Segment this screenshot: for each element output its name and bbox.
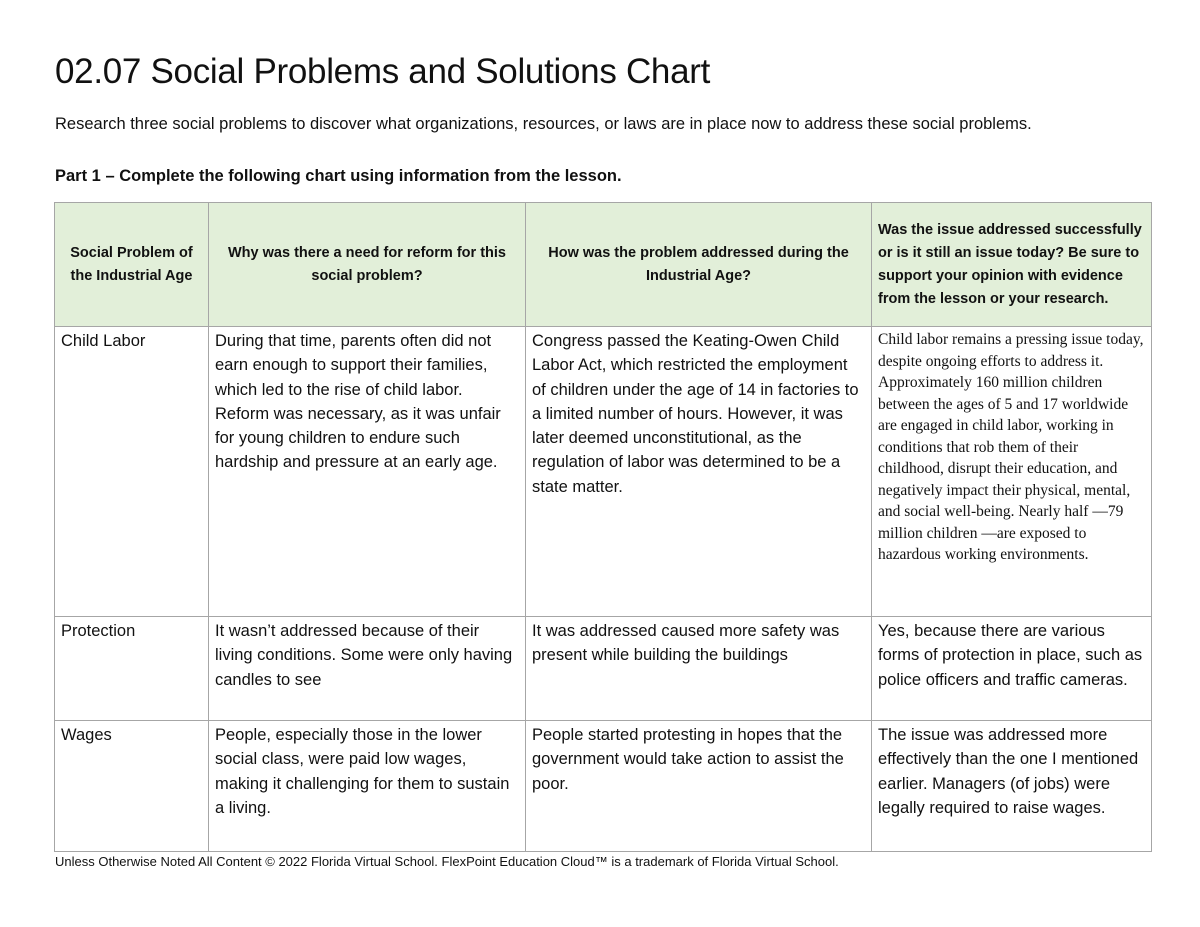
cell-addressed: People started protesting in hopes that the government would take action to assist the poor. [526, 721, 872, 852]
header-social-problem: Social Problem of the Industrial Age [55, 203, 209, 327]
table-row-child-labor [55, 327, 1152, 617]
cell-status: Yes, because there are various forms of protection in place, such as police officers and traffic cameras. [872, 617, 1152, 721]
cell-status: The issue was addressed more effectively than the one I mentioned earlier. Managers (of jobs) were legally required to raise wages. [872, 721, 1152, 852]
problems-solutions-table [54, 202, 1152, 852]
cell-problem: Protection [55, 617, 209, 721]
table-row-protection [55, 617, 1152, 721]
header-how-addressed: How was the problem addressed during the Industrial Age? [526, 203, 872, 327]
table-header-row [55, 203, 1152, 327]
table-row-wages [55, 721, 1152, 852]
cell-problem: Wages [55, 721, 209, 852]
cell-status: Child labor remains a pressing issue today, despite ongoing efforts to address it. Approximately 160 million children between the ages of 5 and 17 worldwide are engaged in child labor, working in conditions that rob them of their childhood, disrupt their education, and negatively impact their physical, mental, and social well-being. Nearly half —79 million children —are exposed to hazardous working environments. [872, 327, 1152, 617]
page-title: 02.07 Social Problems and Solutions Chart [55, 52, 711, 91]
part-heading: Part 1 – Complete the following chart using information from the lesson. [55, 167, 622, 185]
header-need-for-reform: Why was there a need for reform for this social problem? [209, 203, 526, 327]
cell-addressed: It was addressed caused more safety was present while building the buildings [526, 617, 872, 721]
cell-problem: Child Labor [55, 327, 209, 617]
copyright-footer: Unless Otherwise Noted All Content © 2022 Florida Virtual School. FlexPoint Education Cloud™ is a trademark of Florida Virtual School. [55, 854, 839, 869]
header-addressed-successfully: Was the issue addressed successfully or is it still an issue today? Be sure to support your opinion with evidence from the lesson or your research. [872, 203, 1152, 327]
cell-reason: It wasn’t addressed because of their living conditions. Some were only having candles to see [209, 617, 526, 721]
cell-addressed: Congress passed the Keating-Owen Child Labor Act, which restricted the employment of children under the age of 14 in factories to a limited number of hours. However, it was later deemed unconstitutional, as the regulation of labor was determined to be a state matter. [526, 327, 872, 617]
intro-text: Research three social problems to discover what organizations, resources, or laws are in place now to address these social problems. [55, 115, 1032, 133]
cell-reason: During that time, parents often did not earn enough to support their families, which led to the rise of child labor. Reform was necessary, as it was unfair for young children to endure such hardship and pressure at an early age. [209, 327, 526, 617]
cell-reason: People, especially those in the lower social class, were paid low wages, making it challenging for them to sustain a living. [209, 721, 526, 852]
